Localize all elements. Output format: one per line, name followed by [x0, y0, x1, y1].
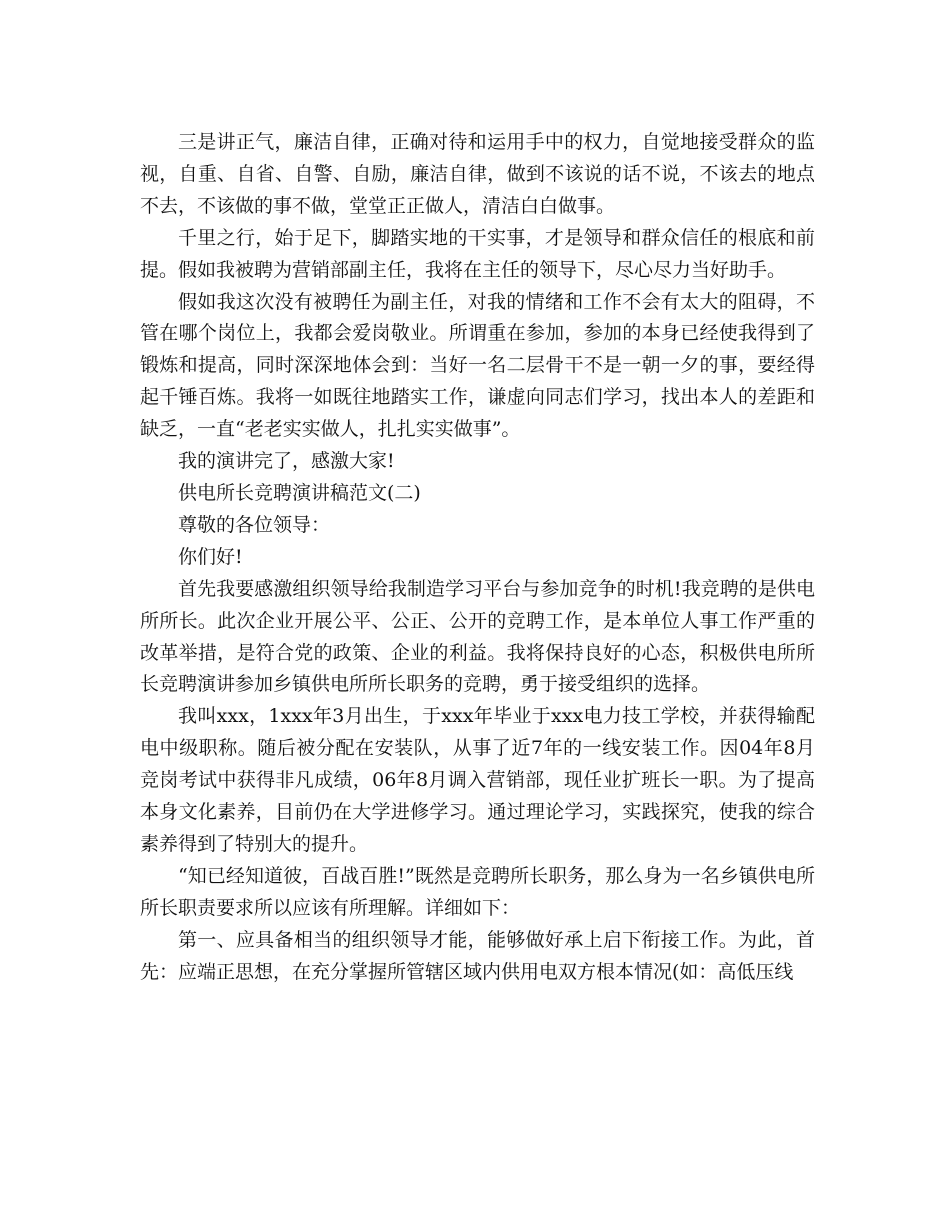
section-title: 供电所长竞聘演讲稿范文(二)	[178, 481, 421, 504]
salutation: 尊敬的各位领导：	[178, 513, 331, 536]
paragraph-1: 三是讲正气，廉洁自律，正确对待和运用手中的权力，自觉地接受群众的监视，自重、自省、自警、自励，廉洁自律，做到不该说的话不说，不该去的地点不去，不该做的事不做，堂堂正正做人，清洁白白做事。	[140, 131, 815, 217]
paragraph-intro: 首先我要感激组织领导给我制造学习平台与参加竞争的时机!我竞聘的是供电所所长。此次企业开展公平、公正、公开的竞聘工作，是本单位人事工作严重的改革举措，是符合党的政策、企业的利益。我将保持良好的心态，积极供电所所长竞聘演讲参加乡镇供电所所长职务的竞聘，勇于接受组织的选择。	[140, 577, 815, 696]
greeting: 你们好!	[178, 545, 243, 568]
paragraph-2: 千里之行，始于足下，脚踏实地的干实事，才是领导和群众信任的根底和前提。假如我被聘为营销部副主任，我将在主任的领导下，尽心尽力当好助手。	[140, 226, 815, 281]
paragraph-quote: “知已经知道彼，百战百胜!”既然是竞聘所长职务，那么身为一名乡镇供电所所长职责要求所以应该有所理解。详细如下：	[140, 864, 815, 919]
paragraph-background: 我叫xxx，1xxx年3月出生，于xxx年毕业于xxx电力技工学校，并获得输配电中级职称。随后被分配在安装队，从事了近7年的一线安装工作。因04年8月竞岗考试中获得非凡成绩，06年8月调入营销部，现任业扩班长一职。为了提高本身文化素养，目前仍在大学进修学习。通过理论学习，实践探究，使我的综合素养得到了特别大的提升。	[140, 705, 815, 855]
paragraph-3: 假如我这次没有被聘任为副主任，对我的情绪和工作不会有太大的阻碍，不管在哪个岗位上，我都会爱岗敬业。所谓重在参加，参加的本身已经使我得到了锻炼和提高，同时深深地体会到：当好一名二层骨干不是一朝一夕的事，要经得起千锤百炼。我将一如既往地踏实工作，谦虚向同志们学习，找出本人的差距和缺乏，一直“老老实实做人，扎扎实实做事”。	[140, 290, 815, 441]
paragraph-closing: 我的演讲完了，感激大家!	[178, 450, 395, 473]
paragraph-first-point: 第一、应具备相当的组织领导才能，能够做好承上启下衔接工作。为此，首先：应端正思想，在充分掌握所管辖区域内供用电双方根本情况(如：高低压线	[140, 928, 815, 983]
document-body	[140, 127, 815, 988]
